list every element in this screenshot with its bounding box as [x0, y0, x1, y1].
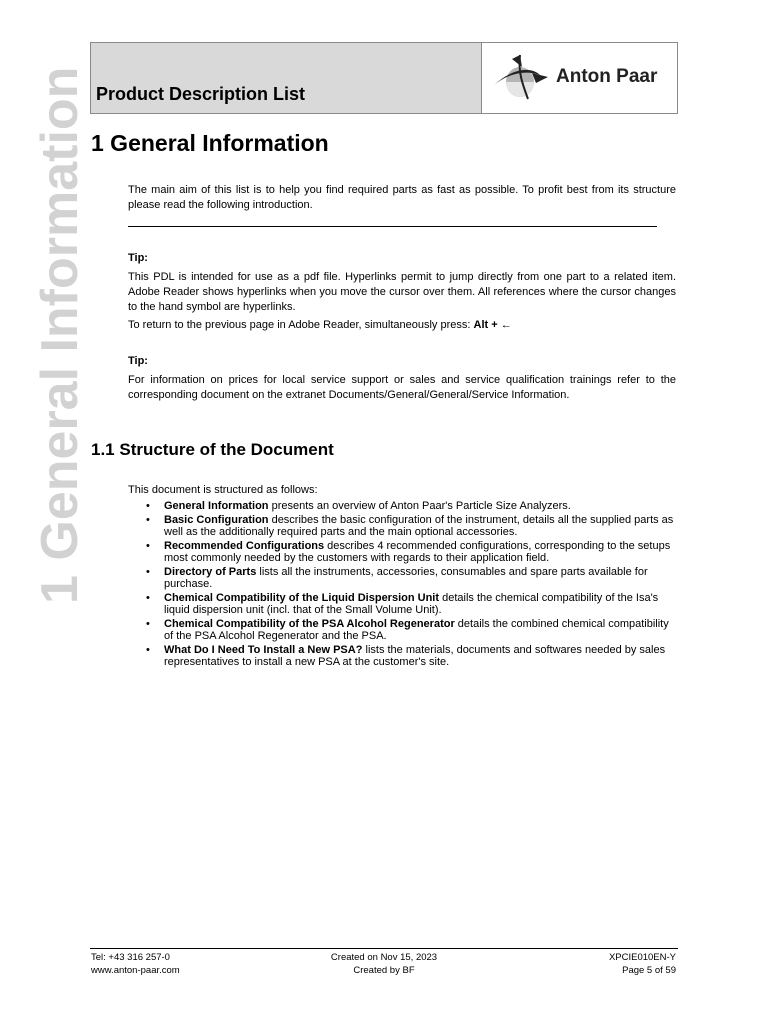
footer-created-by: Created by BF — [353, 965, 415, 976]
list-item — [128, 592, 676, 616]
item-term-link[interactable]: Chemical Compatibility of the Liquid Dispersion Unit — [164, 592, 440, 604]
bullet: • — [146, 500, 150, 512]
item-description: describes 4 recommended configurations, corresponding to the setups most commonly needed by the customers with regards to their application field. — [164, 540, 671, 564]
footer-website-link[interactable]: www.anton-paar.com — [91, 965, 180, 976]
document-title: Product Description List — [96, 84, 306, 104]
item-description: presents an overview of Anton Paar's Particle Size Analyzers. — [268, 500, 571, 512]
bullet: • — [146, 540, 150, 552]
return-text: To return to the previous page in Adobe Reader, simultaneously press: — [128, 319, 474, 331]
item-term-link[interactable]: Basic Configuration — [164, 514, 269, 526]
structure-intro: This document is structured as follows: — [128, 484, 318, 496]
list-item — [128, 540, 676, 564]
return-instruction — [128, 318, 676, 333]
intro-paragraph: The main aim of this list is to help you find required parts as fast as possible. To profit best from its structure please read the following introduction. — [128, 184, 676, 211]
list-item — [128, 644, 676, 668]
section-title: 1 General Information — [91, 130, 329, 156]
footer-created-on: Created on Nov 15, 2023 — [330, 952, 438, 963]
page-header — [90, 42, 678, 114]
item-term-link[interactable]: Chemical Compatibility of the PSA Alcohol Regenerator — [164, 618, 455, 630]
logo-wordmark: Anton Paar — [556, 66, 658, 87]
bullet: • — [146, 618, 150, 630]
footer-doc-id: XPCIE010EN-Y — [608, 952, 676, 963]
tip-label: Tip: — [128, 252, 148, 264]
divider-rule — [128, 226, 657, 227]
bullet: • — [146, 592, 150, 604]
item-description: details the chemical compatibility of the Isa's liquid dispersion unit (incl. that of the Small Volume Unit). — [164, 592, 659, 616]
bullet: • — [146, 644, 150, 656]
footer-contact — [91, 951, 180, 977]
footer-doc-info — [609, 951, 676, 977]
structure-list — [128, 500, 676, 670]
item-term-link[interactable]: What Do I Need To Install a New PSA? — [164, 644, 363, 656]
list-item — [128, 618, 676, 642]
list-item — [128, 500, 676, 512]
item-description: details the combined chemical compatibility of the PSA Alcohol Regenerator and the PSA. — [164, 618, 669, 642]
bullet: • — [146, 566, 150, 578]
tip-paragraph: This PDL is intended for use as a pdf file. Hyperlinks permit to jump directly from one part to a related item. Adobe Reader shows hyperlinks when you move the cursor over them. All references where the cursor changes to the hand symbol are hyperlinks. — [128, 271, 676, 313]
bullet: • — [146, 514, 150, 526]
subsection-title: 1.1 Structure of the Document — [91, 440, 334, 459]
item-description: lists the materials, documents and softwares needed by sales representatives to install a new PSA at the customer's site. — [164, 644, 666, 668]
item-term-link[interactable]: Recommended Configurations — [164, 540, 325, 552]
footer-tel: Tel: +43 316 257-0 — [91, 952, 170, 963]
logo-panel — [481, 43, 677, 113]
side-chapter-title: 1 General Information — [31, 66, 89, 604]
item-term-link[interactable]: General Information — [164, 500, 269, 512]
item-description: describes the basic configuration of the instrument, details all the supplied parts as well as the additionally required parts and the main optional accessories. — [164, 514, 674, 538]
list-item — [128, 566, 676, 590]
list-item — [128, 514, 676, 538]
tip-paragraph: For information on prices for local service support or sales and service qualification trainings refer to the corresponding document on the extranet Documents/General/General/Service Information. — [128, 374, 676, 401]
item-term-link[interactable]: Directory of Parts — [164, 566, 257, 578]
tip-label: Tip: — [128, 355, 148, 367]
anton-paar-logo-icon — [492, 53, 554, 103]
item-description: lists all the instruments, accessories, consumables and spare parts available for purchase. — [164, 566, 648, 590]
footer-page-number: Page 5 of 59 — [622, 965, 676, 976]
footer-divider — [90, 948, 678, 949]
key-shortcut: Alt + ← — [473, 319, 512, 331]
footer-creation-info — [300, 951, 468, 977]
